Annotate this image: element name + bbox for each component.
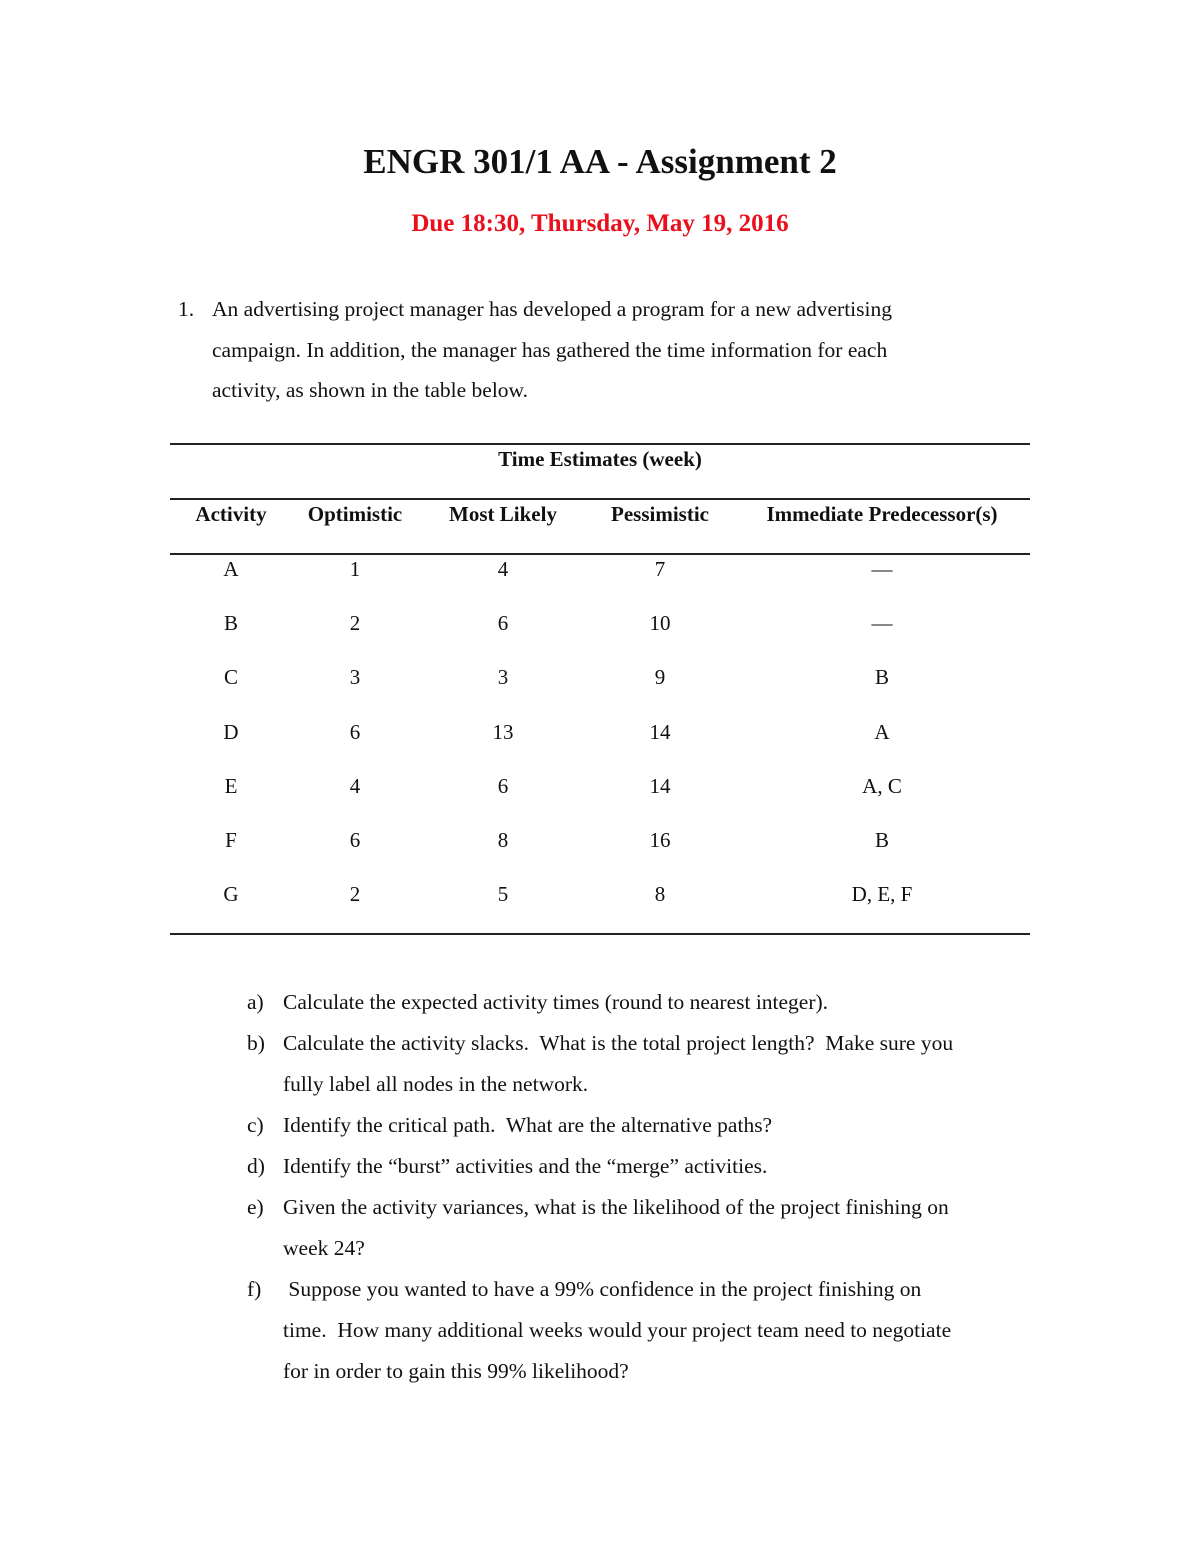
table-cell: 3 (349, 665, 361, 690)
column-header: Most Likely (449, 502, 557, 526)
table-cell: 4 (349, 773, 361, 798)
part-text: Calculate the activity slacks. What is the total project length? Make sure you (283, 1031, 954, 1055)
question-line: An advertising project manager has developed a program for a new advertising (212, 297, 892, 321)
part-label: c) (247, 1113, 264, 1137)
table-cell: 6 (497, 611, 509, 636)
part-text: Identify the critical path. What are the alternative paths? (283, 1113, 773, 1137)
table-cell: 6 (349, 719, 361, 744)
table-cell: 14 (649, 773, 671, 798)
table-cell: C (223, 665, 239, 690)
table-cell: 1 (349, 557, 361, 581)
table-cell: D, E, F (851, 882, 913, 907)
due-date: Due 18:30, Thursday, May 19, 2016 (411, 210, 789, 237)
question-number: 1. (178, 297, 195, 321)
table-cell: G (223, 882, 239, 907)
page-title: ENGR 301/1 AA - Assignment 2 (363, 142, 837, 181)
table-cell: A, C (862, 773, 902, 798)
question-line: activity, as shown in the table below. (212, 378, 529, 402)
table-cell: 10 (649, 611, 671, 636)
table-cell: 6 (349, 828, 361, 852)
column-header: Pessimistic (611, 502, 709, 526)
part-text: fully label all nodes in the network. (283, 1072, 589, 1096)
table-cell: 7 (654, 557, 666, 581)
question-line: campaign. In addition, the manager has gathered the time information for each (212, 338, 888, 362)
table-cell: 6 (497, 773, 509, 798)
table-cell: E (224, 773, 238, 798)
table-rule (170, 933, 1030, 935)
table-cell: A (874, 719, 890, 744)
part-text: week 24? (283, 1236, 365, 1260)
table-cell: 5 (497, 882, 509, 907)
table-cell: 9 (654, 665, 666, 690)
part-text: Suppose you wanted to have a 99% confidence in the project finishing on (283, 1277, 922, 1301)
table-cell: — (871, 557, 893, 581)
part-label: d) (247, 1154, 265, 1178)
table-cell: 8 (497, 828, 509, 852)
table-rule (170, 498, 1030, 500)
part-text: Given the activity variances, what is the likelihood of the project finishing on (283, 1195, 949, 1219)
table-cell: B (874, 828, 890, 852)
table-rule (170, 553, 1030, 555)
table-caption: Time Estimates (week) (498, 447, 702, 471)
table-cell: 3 (497, 665, 509, 690)
part-label: e) (247, 1195, 264, 1219)
table-rule (170, 443, 1030, 445)
column-header: Optimistic (307, 502, 403, 526)
table-cell: B (874, 665, 890, 690)
part-text: time. How many additional weeks would your project team need to negotiate (283, 1318, 952, 1342)
part-text: Identify the “burst” activities and the “merge” activities. (283, 1154, 768, 1178)
table-cell: D (223, 719, 239, 744)
column-header: Immediate Predecessor(s) (766, 502, 998, 526)
table-cell: 2 (349, 611, 361, 636)
table-cell: 2 (349, 882, 361, 907)
part-text: for in order to gain this 99% likelihood? (283, 1359, 629, 1383)
part-text: Calculate the expected activity times (round to nearest integer). (283, 990, 829, 1014)
part-label: b) (247, 1031, 265, 1055)
part-label: f) (247, 1277, 262, 1301)
table-cell: 8 (654, 882, 666, 907)
table-cell: 14 (649, 719, 671, 744)
part-label: a) (247, 990, 264, 1014)
table-cell: 4 (497, 557, 509, 581)
table-cell: 16 (649, 828, 671, 852)
table-cell: F (225, 828, 237, 852)
table-cell: — (871, 611, 893, 636)
table-cell: A (223, 557, 239, 581)
table-cell: 13 (492, 719, 514, 744)
column-header: Activity (195, 502, 267, 526)
table-cell: B (223, 611, 239, 636)
